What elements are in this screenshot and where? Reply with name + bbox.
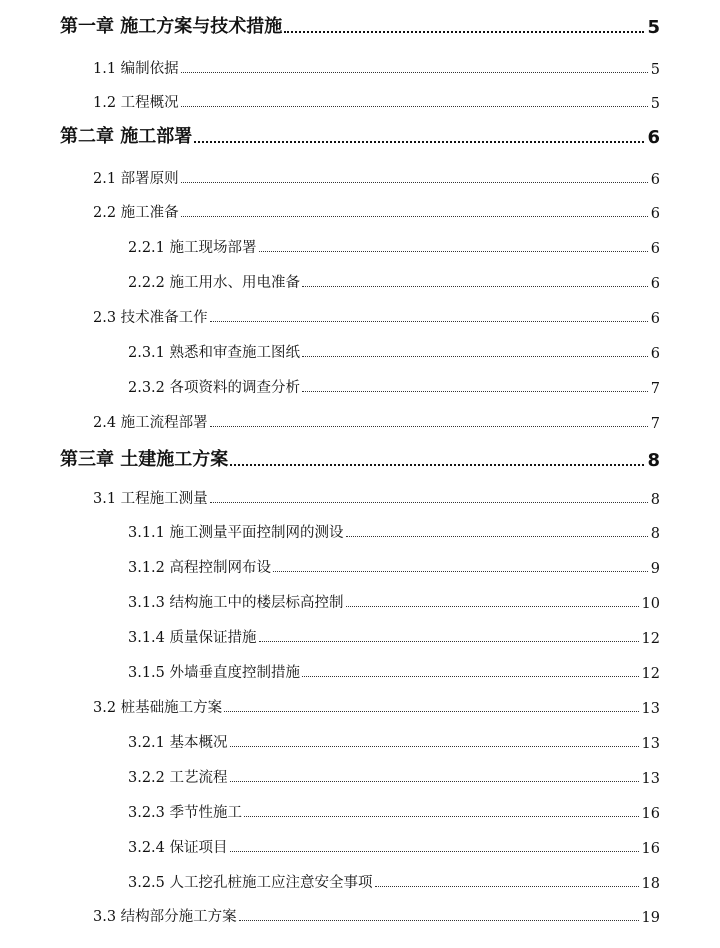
toc-entry-title: 3.2.1 基本概况 [128, 731, 228, 752]
dot-leader [230, 745, 639, 747]
toc-entry-page: 12 [641, 666, 660, 682]
toc-entry-title: 1.1 编制依据 [93, 57, 179, 78]
toc-entry-page: 19 [641, 910, 660, 926]
toc-entry-subsection[interactable] [0, 868, 660, 892]
toc-entry-section[interactable] [0, 484, 660, 508]
toc-entry-subsection[interactable] [0, 658, 660, 682]
toc-entry-section[interactable] [0, 303, 660, 327]
toc-entry-subsection[interactable] [0, 623, 660, 647]
toc-entry-subsection[interactable] [0, 338, 660, 362]
dot-leader [210, 501, 648, 503]
toc-entry-title: 3.1 工程施工测量 [93, 487, 208, 508]
toc-entry-subsection[interactable] [0, 373, 660, 397]
toc-entry-page: 6 [650, 311, 660, 327]
toc-entry-page: 5 [650, 96, 660, 112]
toc-entry-title: 2.4 施工流程部署 [93, 411, 208, 432]
toc-entry-subsection[interactable] [0, 588, 660, 612]
dot-leader [302, 355, 648, 357]
toc-entry-title: 3.2 桩基础施工方案 [93, 696, 222, 717]
dot-leader [244, 815, 639, 817]
toc-entry-chapter-3[interactable] [0, 447, 660, 471]
dot-leader [273, 570, 648, 572]
toc-entry-subsection[interactable] [0, 728, 660, 752]
toc-entry-page: 7 [650, 416, 660, 432]
dot-leader [181, 215, 648, 217]
dot-leader [346, 605, 639, 607]
toc-entry-title: 3.1.4 质量保证措施 [128, 626, 257, 647]
toc-entry-page: 13 [641, 736, 660, 752]
toc-entry-page: 6 [650, 346, 660, 362]
dot-leader [181, 181, 648, 183]
toc-entry-title: 2.2.1 施工现场部署 [128, 236, 257, 257]
toc-entry-section[interactable] [0, 54, 660, 78]
toc-entry-page: 16 [641, 806, 660, 822]
toc-entry-title: 2.1 部署原则 [93, 167, 179, 188]
toc-entry-subsection[interactable] [0, 233, 660, 257]
dot-leader [224, 710, 638, 712]
toc-entry-page: 7 [650, 381, 660, 397]
toc-entry-subsection[interactable] [0, 833, 660, 857]
toc-entry-title: 第二章 施工部署 [60, 122, 192, 148]
toc-entry-page: 8 [650, 492, 660, 508]
toc-entry-title: 3.1.3 结构施工中的楼层标高控制 [128, 591, 344, 612]
toc-entry-section[interactable] [0, 198, 660, 222]
toc-entry-subsection[interactable] [0, 798, 660, 822]
toc-entry-page: 6 [650, 241, 660, 257]
dot-leader [284, 30, 644, 33]
dot-leader [210, 425, 648, 427]
toc-entry-page: 13 [641, 771, 660, 787]
dot-leader [259, 640, 639, 642]
dot-leader [194, 140, 644, 143]
toc-entry-title: 2.3.1 熟悉和审查施工图纸 [128, 341, 300, 362]
toc-entry-title: 1.2 工程概况 [93, 91, 179, 112]
toc-entry-title: 3.3 结构部分施工方案 [93, 905, 237, 926]
dot-leader [259, 250, 648, 252]
dot-leader [230, 463, 644, 466]
toc-entry-chapter-1[interactable] [0, 14, 660, 38]
toc-entry-title: 3.2.4 保证项目 [128, 836, 228, 857]
dot-leader [302, 285, 648, 287]
dot-leader [230, 780, 639, 782]
toc-entry-title: 2.2 施工准备 [93, 201, 179, 222]
toc-entry-page: 6 [650, 206, 660, 222]
toc-entry-title: 第一章 施工方案与技术措施 [60, 12, 282, 38]
toc-entry-page: 8 [647, 450, 660, 471]
dot-leader [181, 71, 648, 73]
toc-entry-page: 6 [647, 127, 660, 148]
toc-entry-section[interactable] [0, 164, 660, 188]
toc-entry-page: 12 [641, 631, 660, 647]
dot-leader [230, 850, 639, 852]
toc-entry-page: 13 [641, 701, 660, 717]
toc-entry-page: 18 [641, 876, 660, 892]
toc-entry-title: 第三章 土建施工方案 [60, 445, 228, 471]
toc-entry-title: 3.2.3 季节性施工 [128, 801, 242, 822]
toc-entry-title: 2.3 技术准备工作 [93, 306, 208, 327]
toc-entry-title: 3.1.2 高程控制网布设 [128, 556, 271, 577]
toc-entry-page: 9 [650, 561, 660, 577]
toc-entry-chapter-2[interactable] [0, 124, 660, 148]
toc-entry-title: 3.1.1 施工测量平面控制网的测设 [128, 521, 344, 542]
toc-entry-subsection[interactable] [0, 763, 660, 787]
toc-entry-title: 3.1.5 外墙垂直度控制措施 [128, 661, 300, 682]
dot-leader [210, 320, 648, 322]
toc-entry-section[interactable] [0, 902, 660, 926]
toc-entry-subsection[interactable] [0, 268, 660, 292]
dot-leader [239, 919, 639, 921]
toc-entry-section[interactable] [0, 88, 660, 112]
toc-entry-title: 2.2.2 施工用水、用电准备 [128, 271, 300, 292]
toc-entry-section[interactable] [0, 408, 660, 432]
dot-leader [181, 105, 648, 107]
toc-entry-page: 16 [641, 841, 660, 857]
toc-entry-page: 8 [650, 526, 660, 542]
dot-leader [346, 535, 648, 537]
toc-entry-section[interactable] [0, 693, 660, 717]
toc-entry-page: 5 [647, 17, 660, 38]
toc-entry-page: 6 [650, 276, 660, 292]
toc-entry-page: 6 [650, 172, 660, 188]
toc-entry-page: 10 [641, 596, 660, 612]
toc-entry-subsection[interactable] [0, 518, 660, 542]
dot-leader [302, 390, 648, 392]
dot-leader [375, 885, 639, 887]
toc-entry-title: 2.3.2 各项资料的调查分析 [128, 376, 300, 397]
toc-entry-subsection[interactable] [0, 553, 660, 577]
toc-entry-title: 3.2.2 工艺流程 [128, 766, 228, 787]
toc-entry-page: 5 [650, 62, 660, 78]
toc-entry-title: 3.2.5 人工挖孔桩施工应注意安全事项 [128, 871, 373, 892]
dot-leader [302, 675, 639, 677]
